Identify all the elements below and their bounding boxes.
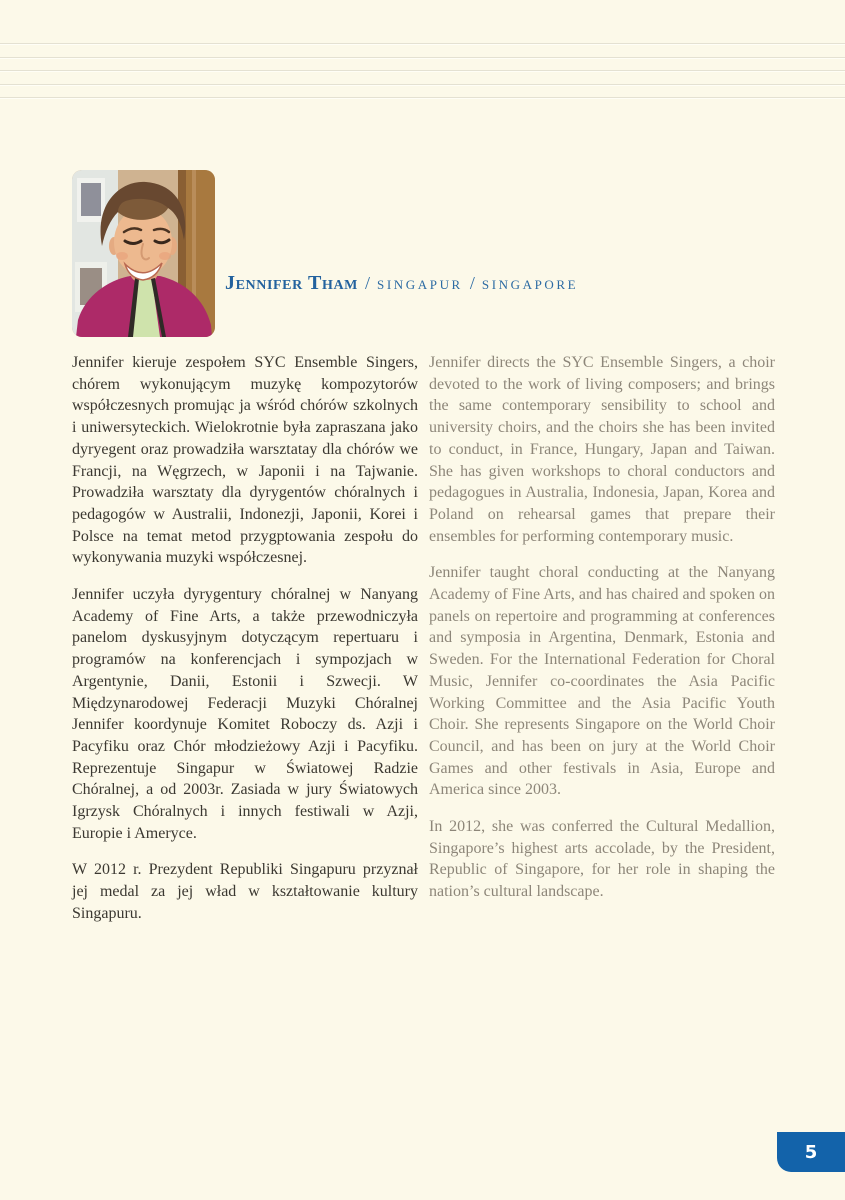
person-header xyxy=(225,272,578,295)
portrait-photo-illustration xyxy=(72,170,215,337)
staff-line xyxy=(0,57,845,58)
bio-paragraph: Jennifer kieruje zespołem SYC Ensemble Singers, chórem wykonującym muzykę kompozytorów współczesnych promując ja wśród chórów szkolnych i uniwersyteckich. Wielokrotnie była zapraszana jako dyryegent oraz prowadziła warsztatay dla chórów we Francji, na Węgrzech, w Japonii i na Tajwanie. Prowadziła warsztaty dla dyrygentów chóralnych i pedagogów w Australii, Indonezji, Japonii, Korei i Polsce na temat metod przygptowania zespołu do wykonywania muzyki współczesnej. xyxy=(72,354,418,567)
bio-column-polish xyxy=(72,352,418,940)
header-separator: / xyxy=(469,273,475,293)
page-number-badge xyxy=(777,1132,845,1172)
bio-paragraph: In 2012, she was conferred the Cultural Medallion, Singapore’s highest arts accolade, by the President, Republic of Singapore, for her role in shaping the nation’s cultural landscape. xyxy=(429,818,775,901)
bio-columns xyxy=(72,352,775,940)
bio-paragraph: Jennifer directs the SYC Ensemble Singers, a choir devoted to the work of living composers; and brings the same contemporary sensibility to school and university choirs, and the choirs she has been invited to conduct, in France, Hungary, Japan and Taiwan. She has given workshops to choral conductors and pedagogues in Australia, Indonesia, Japan, Korea and Poland on rehearsal games that prepare their ensembles for performing contemporary music. xyxy=(429,354,775,545)
header-separator: / xyxy=(365,273,371,293)
person-name: Jennifer Tham xyxy=(225,272,358,294)
bio-column-english xyxy=(429,352,775,940)
bio-paragraph: Jennifer uczyła dyrygentury chóralnej w Nanyang Academy of Fine Arts, a także przewodniczyła panelom dyskusyjnym dotyczącym repertuaru i programów na konferencjach i sympozjach w Argentynie, Danii, Estonii i Szwecji. W Międzynarodowej Federacji Muzyki Chóralnej Jennifer koordynuje Komitet Roboczy ds. Azji i Pacyfiku oraz Chór młodzieżowy Azji i Pacyfiku. Reprezentuje Singapur w Światowej Radzie Chóralnej, a od 2003r. Zasiada w jury Światowych Igrzysk Chóralnych i innych festiwali w Azji, Europie i Ameryce. xyxy=(72,586,418,842)
staff-line xyxy=(0,70,845,71)
bio-paragraph: Jennifer taught choral conducting at the Nanyang Academy of Fine Arts, and has chaired and spoken on panels on repertoire and programming at conferences and symposia in Argentina, Denmark, Estonia and Sweden. For the International Federation for Choral Music, Jennifer co-coordinates the Asia Pacific Working Committee and the Asia Pacific Youth Choir. She represents Singapore on the World Choir Council, and has been on jury at the World Choir Games and other festivals in Asia, Europe and America since 2003. xyxy=(429,564,775,799)
person-country-pl: singapur xyxy=(377,273,463,293)
page-number: 5 xyxy=(804,1141,818,1163)
staff-line xyxy=(0,43,845,44)
staff-line xyxy=(0,97,845,98)
portrait-photo xyxy=(72,170,215,337)
staff-line xyxy=(0,84,845,85)
person-country-en: singapore xyxy=(481,273,579,293)
bio-paragraph: W 2012 r. Prezydent Republiki Singapuru przyznał jej medal za jej wład w kształtowanie kultury Singapuru. xyxy=(72,861,418,922)
